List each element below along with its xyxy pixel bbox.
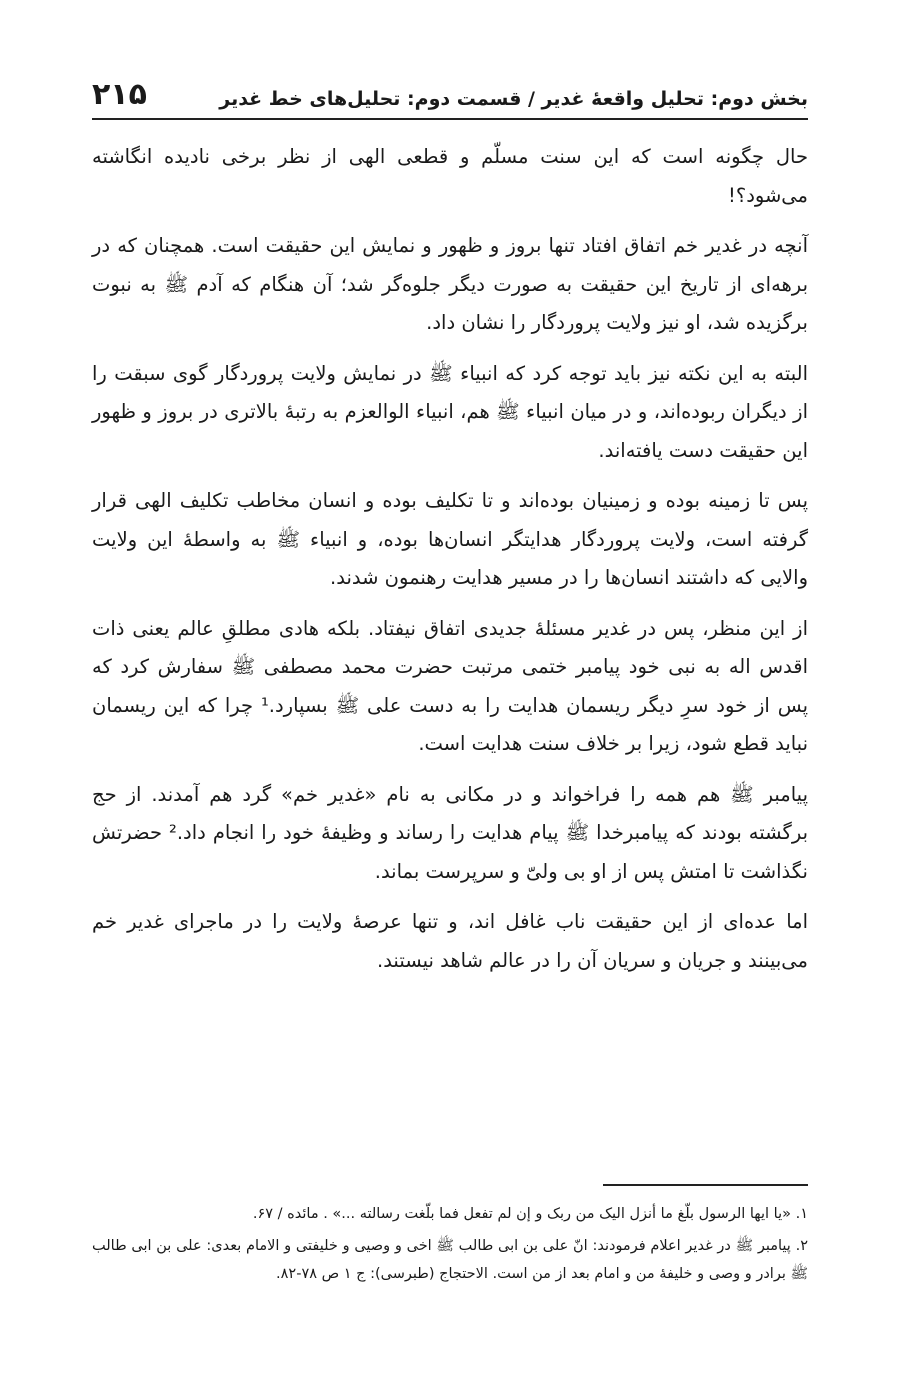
paragraph: پس تا زمینه بوده و زمینیان بوده‌اند و تا تکلیف بوده و انسان مخاطب تکلیف الهی قرار گرفته است، ولایت پروردگار هدایتگر انسان‌ها بوده، و انبیاء ﷺ به واسطهٔ این ولایت والایی که داشتند انسان‌ها را در مسیر هدایت رهنمون شدند. [92, 489, 808, 589]
paragraph: اما عده‌ای از این حقیقت ناب غافل اند، و تنها عرصهٔ ولایت را در ماجرای غدیر خم می‌بینند و جریان و سریان آن را در عالم شاهد نیستند. [92, 910, 808, 972]
paragraph: حال چگونه است که این سنت مسلّم و قطعی الهی از نظر برخی نادیده انگاشته می‌شود؟! [92, 145, 808, 207]
page-header [92, 72, 808, 120]
paragraph: آنچه در غدیر خم اتفاق افتاد تنها بروز و ظهور و نمایش این حقیقت است. همچنان که در برهه‌ای از تاریخ این حقیقت به صورت دیگر جلوه‌گر شد؛ آن هنگام که آدم ﷺ به نبوت برگزیده شد، او نیز ولایت پروردگار را نشان داد. [92, 234, 808, 334]
footnotes [92, 1200, 808, 1292]
paragraph: پیامبر ﷺ هم همه را فراخواند و در مکانی به نام «غدیر خم» گرد هم آمدند. از حج برگشته بودند که پیامبرخدا ﷺ پیام هدایت را رساند و وظیفهٔ خود را انجام داد.² حضرتش نگذاشت تا امتش پس از او بی ولیّ و سرپرست بماند. [92, 782, 809, 883]
main-text [92, 138, 808, 992]
page-number: ۲۱۵ [92, 77, 147, 112]
running-title: بخش دوم: تحلیل واقعهٔ غدیر / قسمت دوم: تحلیل‌های خط غدیر [219, 88, 808, 110]
paragraph: البته به این نکته نیز باید توجه کرد که انبیاء ﷺ در نمایش ولایت پروردگار گوی سبقت را از دیگران ربوده‌اند، و در میان انبیاء ﷺ هم، انبیاء الوالعزم به رتبهٔ بالاتری در بروز و ظهور این حقیقت دست یافته‌اند. [92, 361, 808, 462]
footnote-divider [603, 1184, 808, 1186]
footnote: ۲. پیامبر ﷺ در غدیر اعلام فرمودند: انّ علی بن ابی طالب ﷺ اخی و وصیی و خلیفتی و الامام بعدی: علی بن ابی طالب ﷺ برادر و وصی و خلیفهٔ من و امام بعد از من است. الاحتجاج (طبرسی): ج ۱ ص ۷۸-۸۲. [92, 1238, 808, 1282]
footnote: ۱. «یا ایها الرسول بلّغ ما أنزل الیک من ربک و إن لم تفعل فما بلّغت رسالته ...» . مائده / ۶۷. [252, 1206, 808, 1222]
paragraph: از این منظر، پس در غدیر مسئلهٔ جدیدی اتفاق نیفتاد. بلکه هادی مطلقِ عالم یعنی ذات اقدس اله به نبی خود پیامبر ختمی مرتبت حضرت محمد مصطفی ﷺ سفارش کرد که پس از خود سرِ دیگر ریسمان هدایت را به دست علی ﷺ بسپارد.¹ چرا که این ریسمان نباید قطع شود، زیرا بر خلاف سنت هدایت است. [92, 616, 808, 755]
